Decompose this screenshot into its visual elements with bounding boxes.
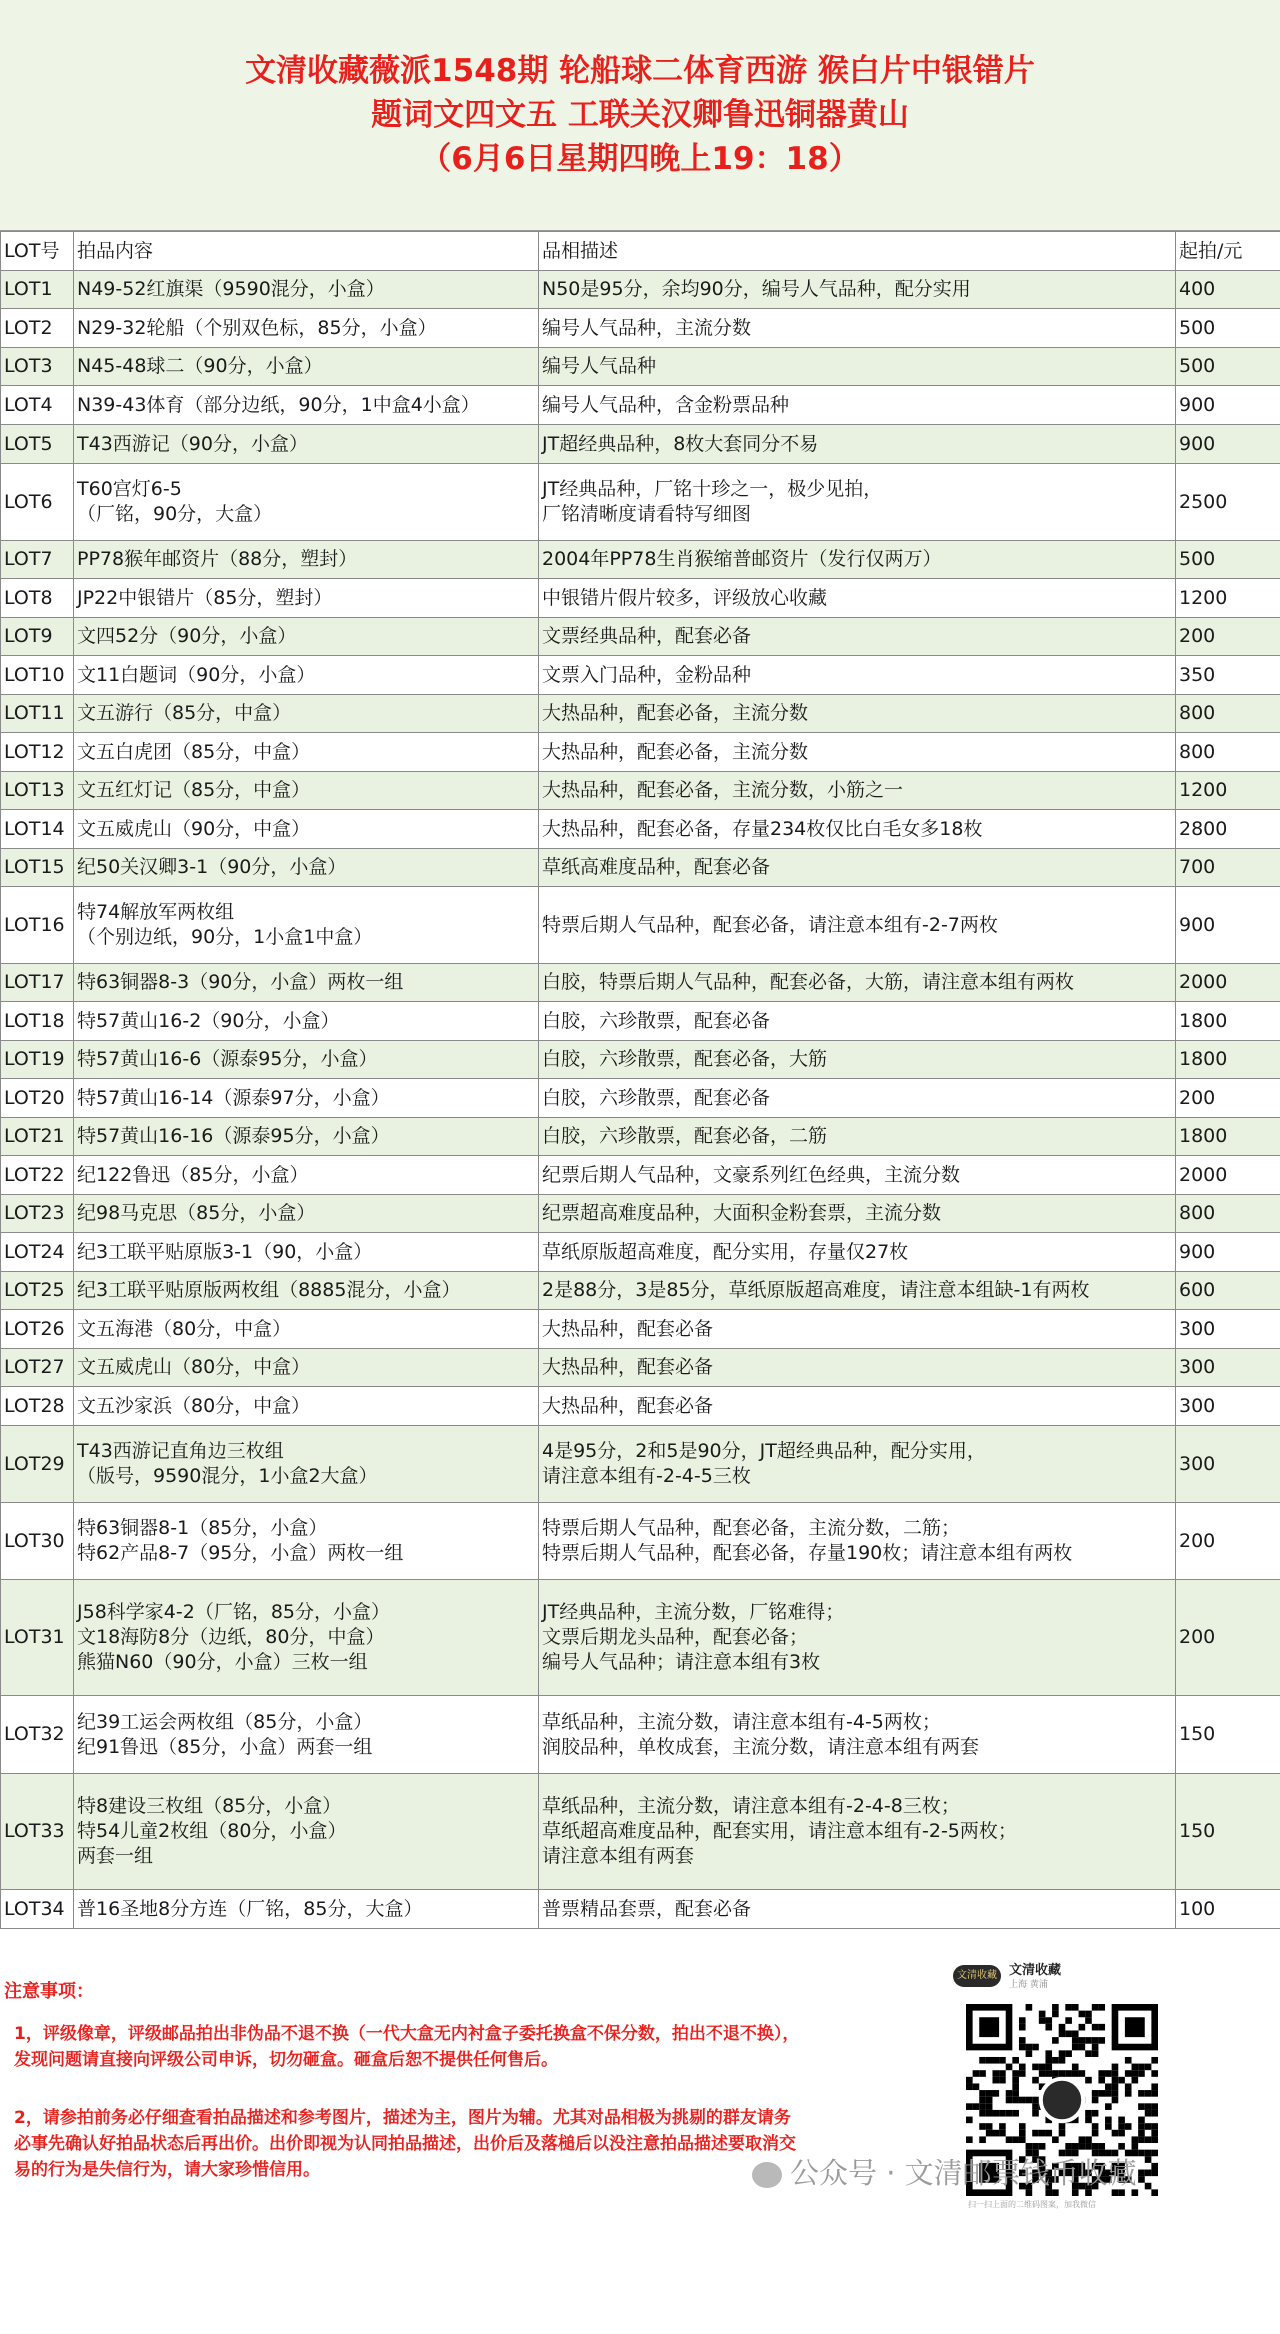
table-row: [1, 386, 1280, 425]
table-row: [1, 656, 1280, 695]
brand-location: 上海 黄浦: [1009, 1980, 1048, 1990]
price-cell: 350: [1176, 656, 1280, 695]
lot-cell: LOT7: [1, 541, 74, 579]
content-cell: JP22中银错片（85分，塑封）: [74, 579, 539, 618]
col-lot-header: LOT号: [1, 232, 74, 271]
table-row: [1, 1118, 1280, 1156]
table-row: [1, 1890, 1280, 1929]
table-row: [1, 772, 1280, 810]
content-cell: 文五游行（85分，中盒）: [74, 695, 539, 733]
table-row: [1, 1310, 1280, 1349]
desc-cell: 大热品种，配套必备: [539, 1310, 1176, 1349]
desc-cell: JT经典品种，主流分数，厂铭难得； 文票后期龙头品种，配套必备； 编号人气品种；请注意本组有3枚: [539, 1580, 1176, 1696]
desc-cell: 特票后期人气品种，配套必备，主流分数，二筋； 特票后期人气品种，配套必备，存量190枚；请注意本组有两枚: [539, 1503, 1176, 1580]
desc-cell: 白胶，六珍散票，配套必备，二筋: [539, 1118, 1176, 1156]
table-row: [1, 849, 1280, 887]
lot-cell: LOT6: [1, 464, 74, 541]
content-cell: 特8建设三枚组（85分，小盒） 特54儿童2枚组（80分，小盒） 两套一组: [74, 1774, 539, 1890]
content-cell: 纪98马克思（85分，小盒）: [74, 1195, 539, 1233]
lot-cell: LOT32: [1, 1696, 74, 1774]
lot-cell: LOT22: [1, 1156, 74, 1195]
title-line-3: （6月6日星期四晚上19：18）: [420, 141, 860, 177]
price-cell: 800: [1176, 1195, 1280, 1233]
desc-cell: 草纸原版超高难度，配分实用，存量仅27枚: [539, 1233, 1176, 1272]
price-cell: 200: [1176, 1079, 1280, 1118]
content-cell: N39-43体育（部分边纸，90分，1中盒4小盒）: [74, 386, 539, 425]
table-row: [1, 695, 1280, 733]
price-cell: 700: [1176, 849, 1280, 887]
content-cell: 特57黄山16-6（源泰95分，小盒）: [74, 1041, 539, 1079]
table-row: [1, 309, 1280, 348]
content-cell: 文11白题词（90分，小盒）: [74, 656, 539, 695]
price-cell: 300: [1176, 1310, 1280, 1349]
table-row: [1, 887, 1280, 964]
table-header-row: [1, 232, 1280, 271]
lot-cell: LOT10: [1, 656, 74, 695]
table-row: [1, 541, 1280, 579]
table-row: [1, 464, 1280, 541]
col-desc-header: 品相描述: [539, 232, 1176, 271]
content-cell: 文五威虎山（90分，中盒）: [74, 810, 539, 849]
page-header: [0, 0, 1280, 231]
lot-cell: LOT20: [1, 1079, 74, 1118]
notes-item-2: 2，请参拍前务必仔细查看拍品描述和参考图片，描述为主，图片为辅。尤其对品相极为挑剔的群友请务必事先确认好拍品状态后再出价。出价即视为认同拍品描述，出价后及落槌后以没注意拍品描述要取消交易的行为是失信行为，请大家珍惜信用。: [14, 2108, 796, 2180]
price-cell: 200: [1176, 1580, 1280, 1696]
lot-cell: LOT1: [1, 271, 74, 309]
content-cell: J58科学家4-2（厂铭，85分，小盒） 文18海防8分（边纸，80分，中盒） 熊猫N60（90分，小盒）三枚一组: [74, 1580, 539, 1696]
col-content-header: 拍品内容: [74, 232, 539, 271]
desc-cell: 大热品种，配套必备，主流分数，小筋之一: [539, 772, 1176, 810]
table-row: [1, 810, 1280, 849]
price-cell: 2500: [1176, 464, 1280, 541]
table-row: [1, 1426, 1280, 1503]
table-row: [1, 1002, 1280, 1041]
desc-cell: 大热品种，配套必备，主流分数: [539, 695, 1176, 733]
content-cell: 文五海港（80分，中盒）: [74, 1310, 539, 1349]
price-cell: 200: [1176, 1503, 1280, 1580]
notes-title: 注意事项：: [4, 1981, 94, 2002]
desc-cell: JT超经典品种，8枚大套同分不易: [539, 425, 1176, 464]
price-cell: 1800: [1176, 1002, 1280, 1041]
price-cell: 800: [1176, 733, 1280, 772]
desc-cell: 4是95分，2和5是90分，JT超经典品种，配分实用， 请注意本组有-2-4-5三枚: [539, 1426, 1176, 1503]
content-cell: T43西游记直角边三枚组 （版号，9590混分，1小盒2大盒）: [74, 1426, 539, 1503]
lot-cell: LOT13: [1, 772, 74, 810]
lot-cell: LOT5: [1, 425, 74, 464]
table-row: [1, 1580, 1280, 1696]
content-cell: T60宫灯6-5 （厂铭，90分，大盒）: [74, 464, 539, 541]
watermark-text: 公众号 · 文清邮票钱币收藏: [790, 2156, 1137, 2190]
desc-cell: 草纸品种，主流分数，请注意本组有-4-5两枚； 润胶品种，单枚成套，主流分数，请注意本组有两套: [539, 1696, 1176, 1774]
price-cell: 500: [1176, 348, 1280, 386]
content-cell: N49-52红旗渠（9590混分，小盒）: [74, 271, 539, 309]
price-cell: 300: [1176, 1426, 1280, 1503]
content-cell: 文五白虎团（85分，中盒）: [74, 733, 539, 772]
price-cell: 900: [1176, 887, 1280, 964]
content-cell: 纪50关汉卿3-1（90分，小盒）: [74, 849, 539, 887]
desc-cell: 文票入门品种，金粉品种: [539, 656, 1176, 695]
price-cell: 900: [1176, 425, 1280, 464]
col-price-header: 起拍/元: [1176, 232, 1280, 271]
table-row: [1, 1503, 1280, 1580]
content-cell: 特57黄山16-14（源泰97分，小盒）: [74, 1079, 539, 1118]
content-cell: 特57黄山16-2（90分，小盒）: [74, 1002, 539, 1041]
price-cell: 300: [1176, 1387, 1280, 1426]
price-cell: 900: [1176, 386, 1280, 425]
content-cell: 纪39工运会两枚组（85分，小盒） 纪91鲁迅（85分，小盒）两套一组: [74, 1696, 539, 1774]
lot-cell: LOT28: [1, 1387, 74, 1426]
desc-cell: 大热品种，配套必备，主流分数: [539, 733, 1176, 772]
lot-cell: LOT11: [1, 695, 74, 733]
price-cell: 100: [1176, 1890, 1280, 1929]
price-cell: 2000: [1176, 964, 1280, 1002]
lot-cell: LOT27: [1, 1349, 74, 1387]
table-row: [1, 348, 1280, 386]
desc-cell: 大热品种，配套必备: [539, 1349, 1176, 1387]
price-cell: 200: [1176, 618, 1280, 656]
desc-cell: 文票经典品种，配套必备: [539, 618, 1176, 656]
lot-cell: LOT30: [1, 1503, 74, 1580]
price-cell: 1200: [1176, 579, 1280, 618]
lot-cell: LOT29: [1, 1426, 74, 1503]
desc-cell: 编号人气品种，含金粉票品种: [539, 386, 1176, 425]
qr-caption: 扫一扫上面的二维码图案，加我微信: [968, 2200, 1096, 2209]
table-row: [1, 1696, 1280, 1774]
notes-item-1: 1，评级像章，评级邮品拍出非伪品不退不换（一代大盒无内衬盒子委托换盒不保分数，拍出不退不换），发现问题请直接向评级公司申诉，切勿砸盒。砸盒后恕不提供任何售后。: [14, 2024, 800, 2070]
desc-cell: 草纸高难度品种，配套必备: [539, 849, 1176, 887]
content-cell: N29-32轮船（个别双色标，85分，小盒）: [74, 309, 539, 348]
price-cell: 500: [1176, 541, 1280, 579]
desc-cell: N50是95分，余均90分，编号人气品种，配分实用: [539, 271, 1176, 309]
brand-name: 文清收藏: [1009, 1963, 1062, 1978]
content-cell: 文五红灯记（85分，中盒）: [74, 772, 539, 810]
desc-cell: 中银错片假片较多，评级放心收藏: [539, 579, 1176, 618]
lot-table: [0, 231, 1280, 1929]
desc-cell: 2004年PP78生肖猴缩普邮资片（发行仅两万）: [539, 541, 1176, 579]
lot-cell: LOT15: [1, 849, 74, 887]
table-row: [1, 1387, 1280, 1426]
content-cell: PP78猴年邮资片（88分，塑封）: [74, 541, 539, 579]
notes-section: [0, 1929, 1280, 2217]
content-cell: 特63铜器8-3（90分，小盒）两枚一组: [74, 964, 539, 1002]
price-cell: 500: [1176, 309, 1280, 348]
desc-cell: 白胶，六珍散票，配套必备，大筋: [539, 1041, 1176, 1079]
table-row: [1, 1079, 1280, 1118]
desc-cell: 纪票超高难度品种，大面积金粉套票，主流分数: [539, 1195, 1176, 1233]
title-line-1: 文清收藏薇派1548期 轮船球二体育西游 猴白片中银错片: [245, 53, 1035, 89]
lot-cell: LOT17: [1, 964, 74, 1002]
price-cell: 600: [1176, 1272, 1280, 1310]
table-row: [1, 733, 1280, 772]
lot-cell: LOT8: [1, 579, 74, 618]
content-cell: 特74解放军两枚组 （个别边纸，90分，1小盒1中盒）: [74, 887, 539, 964]
desc-cell: 白胶，特票后期人气品种，配套必备，大筋，请注意本组有两枚: [539, 964, 1176, 1002]
price-cell: 1800: [1176, 1041, 1280, 1079]
table-row: [1, 271, 1280, 309]
table-row: [1, 1774, 1280, 1890]
table-row: [1, 1041, 1280, 1079]
table-row: [1, 1233, 1280, 1272]
desc-cell: 纪票后期人气品种，文豪系列红色经典，主流分数: [539, 1156, 1176, 1195]
price-cell: 400: [1176, 271, 1280, 309]
lot-cell: LOT9: [1, 618, 74, 656]
table-row: [1, 579, 1280, 618]
price-cell: 150: [1176, 1774, 1280, 1890]
desc-cell: 特票后期人气品种，配套必备，请注意本组有-2-7两枚: [539, 887, 1176, 964]
content-cell: 普16圣地8分方连（厂铭，85分，大盒）: [74, 1890, 539, 1929]
lot-cell: LOT3: [1, 348, 74, 386]
content-cell: 纪122鲁迅（85分，小盒）: [74, 1156, 539, 1195]
desc-cell: 2是88分，3是85分，草纸原版超高难度，请注意本组缺-1有两枚: [539, 1272, 1176, 1310]
lot-cell: LOT23: [1, 1195, 74, 1233]
lot-cell: LOT21: [1, 1118, 74, 1156]
lot-table-body: [1, 271, 1280, 1929]
lot-cell: LOT25: [1, 1272, 74, 1310]
lot-cell: LOT34: [1, 1890, 74, 1929]
price-cell: 900: [1176, 1233, 1280, 1272]
table-row: [1, 618, 1280, 656]
lot-cell: LOT33: [1, 1774, 74, 1890]
lot-cell: LOT18: [1, 1002, 74, 1041]
content-cell: N45-48球二（90分，小盒）: [74, 348, 539, 386]
price-cell: 1800: [1176, 1118, 1280, 1156]
table-row: [1, 1195, 1280, 1233]
desc-cell: 普票精品套票，配套必备: [539, 1890, 1176, 1929]
lot-cell: LOT24: [1, 1233, 74, 1272]
brand-card: [953, 1959, 1153, 1995]
table-row: [1, 1272, 1280, 1310]
desc-cell: 大热品种，配套必备: [539, 1387, 1176, 1426]
content-cell: 文四52分（90分，小盒）: [74, 618, 539, 656]
price-cell: 2000: [1176, 1156, 1280, 1195]
lot-cell: LOT14: [1, 810, 74, 849]
lot-cell: LOT19: [1, 1041, 74, 1079]
desc-cell: 编号人气品种，主流分数: [539, 309, 1176, 348]
lot-cell: LOT12: [1, 733, 74, 772]
content-cell: 纪3工联平贴原版3-1（90，小盒）: [74, 1233, 539, 1272]
desc-cell: 白胶，六珍散票，配套必备: [539, 1079, 1176, 1118]
price-cell: 150: [1176, 1696, 1280, 1774]
content-cell: T43西游记（90分，小盒）: [74, 425, 539, 464]
wechat-icon: [752, 2162, 782, 2188]
content-cell: 特57黄山16-16（源泰95分，小盒）: [74, 1118, 539, 1156]
desc-cell: 草纸品种，主流分数，请注意本组有-2-4-8三枚； 草纸超高难度品种，配套实用，请注意本组有-2-5两枚； 请注意本组有两套: [539, 1774, 1176, 1890]
table-row: [1, 425, 1280, 464]
price-cell: 2800: [1176, 810, 1280, 849]
price-cell: 300: [1176, 1349, 1280, 1387]
title-line-2: 题词文四文五 工联关汉卿鲁迅铜器黄山: [371, 97, 909, 133]
desc-cell: JT经典品种，厂铭十珍之一，极少见拍， 厂铭清晰度请看特写细图: [539, 464, 1176, 541]
content-cell: 纪3工联平贴原版两枚组（8885混分，小盒）: [74, 1272, 539, 1310]
price-cell: 800: [1176, 695, 1280, 733]
desc-cell: 白胶，六珍散票，配套必备: [539, 1002, 1176, 1041]
lot-cell: LOT2: [1, 309, 74, 348]
lot-cell: LOT16: [1, 887, 74, 964]
lot-cell: LOT26: [1, 1310, 74, 1349]
table-row: [1, 1349, 1280, 1387]
content-cell: 文五沙家浜（80分，中盒）: [74, 1387, 539, 1426]
lot-cell: LOT4: [1, 386, 74, 425]
watermark: [752, 2151, 1137, 2192]
table-row: [1, 1156, 1280, 1195]
desc-cell: 大热品种，配套必备，存量234枚仅比白毛女多18枚: [539, 810, 1176, 849]
content-cell: 特63铜器8-1（85分，小盒） 特62产品8-7（95分，小盒）两枚一组: [74, 1503, 539, 1580]
brand-logo: 文清收藏: [953, 1965, 1001, 1987]
desc-cell: 编号人气品种: [539, 348, 1176, 386]
price-cell: 1200: [1176, 772, 1280, 810]
table-row: [1, 964, 1280, 1002]
content-cell: 文五威虎山（80分，中盒）: [74, 1349, 539, 1387]
lot-cell: LOT31: [1, 1580, 74, 1696]
